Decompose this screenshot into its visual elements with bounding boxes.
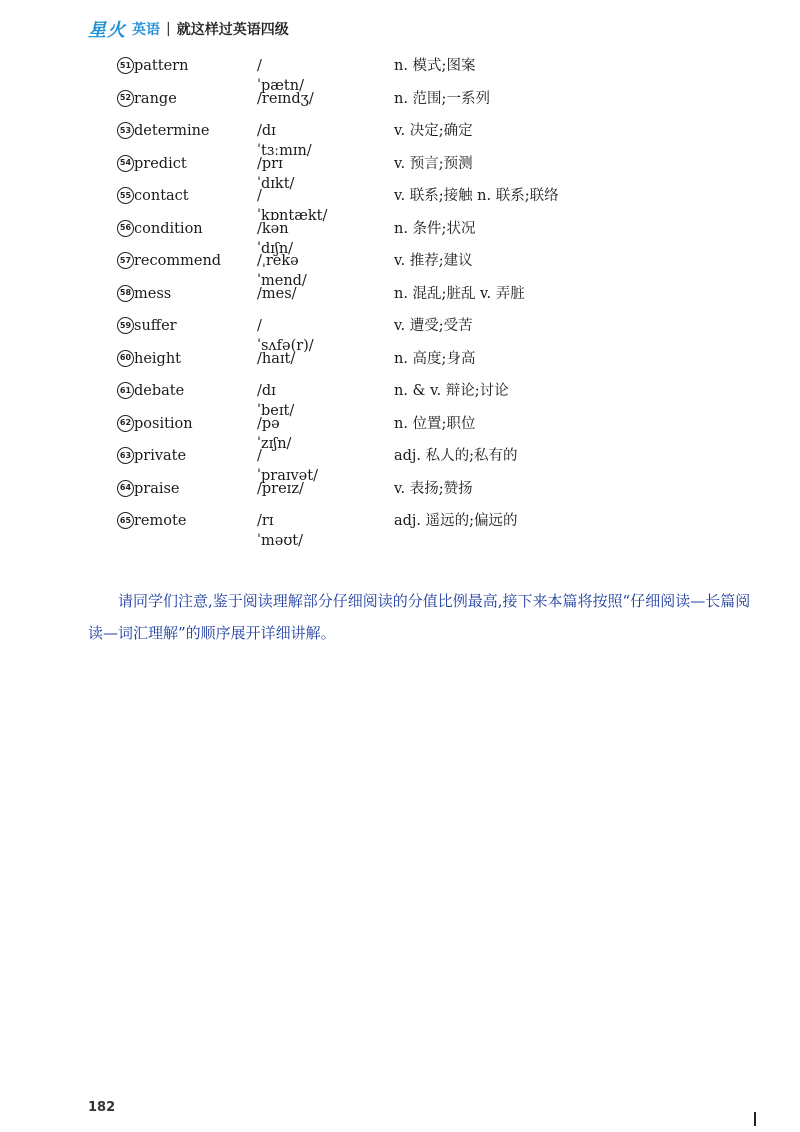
page-number: 182 [88,1100,116,1115]
vocab-word: condition [134,220,203,237]
vocab-word: remote [134,513,187,529]
vocab-definition: n. 模式;图案 [394,58,476,74]
item-number: 55 [117,187,134,204]
item-number: 62 [117,415,134,432]
vocab-phonetic: /mes/ [257,285,297,302]
vocab-definition: v. 遭受;受苦 [394,318,473,334]
vocab-phonetic: /ˈpraɪvət/ [257,448,318,484]
vocab-word: determine [134,123,210,139]
vocab-phonetic: /ˈkɒntækt/ [257,188,328,224]
brand-name: 英语 [132,22,160,38]
vocab-phonetic: /pəˈzɪʃn/ [257,415,292,452]
vocab-definition: adj. 私人的;私有的 [394,448,518,464]
vocab-definition: v. 联系;接触 n. 联系;联络 [394,188,559,204]
vocab-word: height [134,350,182,367]
vocab-word: predict [134,155,187,172]
item-number: 63 [117,447,134,464]
item-number: 59 [117,317,134,334]
item-number: 65 [117,512,134,529]
study-note: 请同学们注意,鉴于阅读理解部分仔细阅读的分值比例最高,接下来本篇将按照“仔细阅读—长篇阅读—词汇理解”的顺序展开详细讲解。 [88,592,751,642]
vocab-definition: adj. 遥远的;偏远的 [394,513,518,529]
series-title: 就这样过英语四级 [176,22,289,38]
item-number: 57 [117,252,134,269]
vocab-phonetic: /reɪndʒ/ [257,90,314,107]
item-number: 61 [117,382,134,399]
vocab-word: contact [134,188,189,204]
vocab-phonetic: /prɪˈdɪkt/ [257,155,295,192]
item-number: 60 [117,350,134,367]
vocab-word: debate [134,383,185,399]
vocab-word: praise [134,480,180,497]
vocab-definition: v. 决定;确定 [394,123,473,139]
vocab-definition: n. 混乱;脏乱 v. 弄脏 [394,285,525,302]
vocab-definition: v. 表扬;赞扬 [394,480,473,497]
vocab-phonetic: /dɪˈtɜːmɪn/ [257,123,312,159]
vocab-word: mess [134,285,172,302]
item-number: 52 [117,90,134,107]
vocab-word: position [134,415,193,432]
item-number: 56 [117,220,134,237]
vocab-phonetic: /haɪt/ [257,350,296,367]
vocab-definition: v. 预言;预测 [394,155,473,172]
header-separator: | [166,21,171,37]
publisher-logo: 星火 [88,20,126,41]
page-edge-mark [754,1112,756,1126]
item-number: 51 [117,57,134,74]
vocab-definition: n. 范围;一系列 [394,90,490,107]
vocab-word: private [134,448,187,464]
vocab-definition: n. 位置;职位 [394,415,476,432]
item-number: 53 [117,122,134,139]
vocab-definition: n. 高度;身高 [394,350,476,367]
vocab-phonetic: /kənˈdɪʃn/ [257,220,294,257]
item-number: 58 [117,285,134,302]
vocab-phonetic: /dɪˈbeɪt/ [257,383,295,419]
vocab-word: recommend [134,253,222,269]
item-number: 54 [117,155,134,172]
vocab-definition: n. & v. 辩论;讨论 [394,383,509,399]
item-number: 64 [117,480,134,497]
vocab-phonetic: /ˈsʌfə(r)/ [257,318,314,354]
vocab-phonetic: /ˌrekəˈmend/ [257,253,307,289]
vocab-phonetic: /preɪz/ [257,480,304,497]
vocab-phonetic: /ˈpætn/ [257,58,304,94]
vocab-phonetic: /rɪˈməʊt/ [257,513,304,549]
vocab-word: pattern [134,58,189,74]
vocab-definition: v. 推荐;建议 [394,253,473,269]
vocab-word: range [134,90,177,107]
vocab-definition: n. 条件;状况 [394,220,476,237]
page-header [88,16,289,42]
vocab-word: suffer [134,318,177,334]
